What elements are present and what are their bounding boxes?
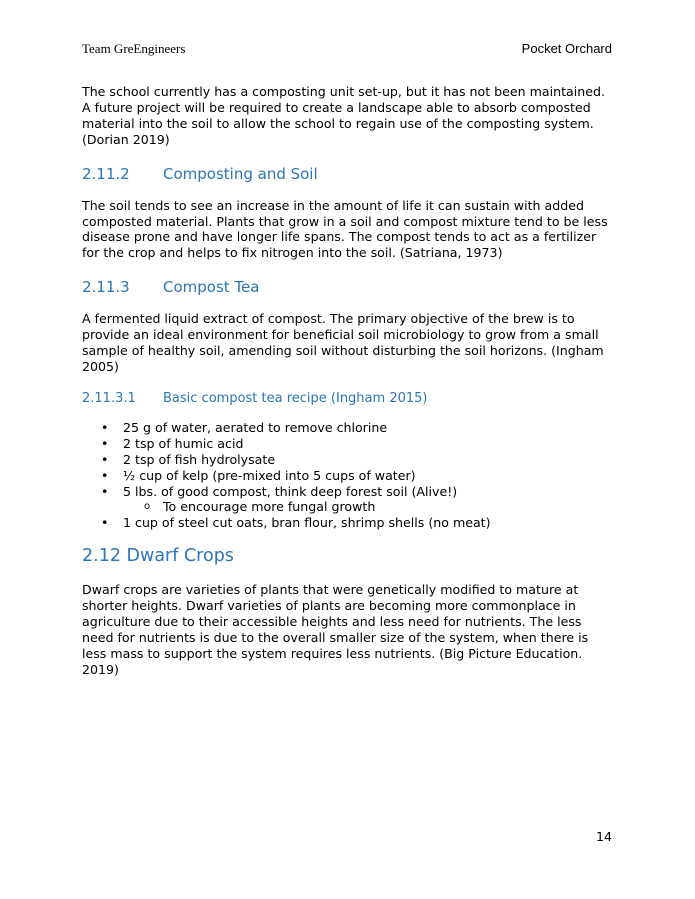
heading-compost-tea [82, 278, 614, 296]
page-content [82, 84, 614, 678]
list-item: • 5 lbs. of good compost, think deep forest soil (Alive!) [82, 484, 614, 500]
heading-title: Compost Tea [163, 278, 260, 297]
header-project-name: Pocket Orchard [521, 41, 612, 56]
recipe-list [82, 420, 614, 531]
compost-tea-paragraph: A fermented liquid extract of compost. The primary objective of the brew is to provide an ideal environment for beneficial soil microbiology to grow from a small sample of healthy soil, amending soil without disturbing the soil horizons. (Ingham 2005) [82, 311, 604, 374]
heading-number: 2.11.3 [82, 278, 130, 297]
heading-title: Composting and Soil [163, 164, 318, 183]
list-item: • 2 tsp of humic acid [82, 436, 614, 452]
header-team-name: Team GreEngineers [82, 41, 186, 56]
sub-list-item: o To encourage more fungal growth [82, 499, 614, 515]
list-item: • 1 cup of steel cut oats, bran flour, shrimp shells (no meat) [82, 515, 614, 531]
composting-and-soil-paragraph: The soil tends to see an increase in the amount of life it can sustain with added composted material. Plants that grow in a soil and compost mixture tend to be less disease prone and have longer life spans. The compost tends to act as a fertilizer for the crop and helps to fix nitrogen into the soil. (Satriana, 1973) [82, 197, 608, 261]
page-number: 14 [595, 829, 612, 844]
heading-compost-tea-recipe [82, 391, 614, 407]
heading-title: Basic compost tea recipe (Ingham 2015) [163, 390, 428, 406]
heading-composting-and-soil [82, 165, 614, 183]
dwarf-crops-paragraph: Dwarf crops are varieties of plants that were genetically modified to mature at shorter heights. Dwarf varieties of plants are becoming more commonplace in agriculture due to their accessible heights and less need for nutrients. The less need for nutrients is due to the overall smaller size of the system, when there is less mass to support the system requires less nutrients. (Big Picture Education. 2019) [82, 582, 589, 677]
heading-number: 2.11.2 [82, 164, 130, 183]
intro-paragraph: The school currently has a composting unit set-up, but it has not been maintained. A future project will be required to create a landscape able to absorb composted material into the soil to allow the school to regain use of the composting system. (Dorian 2019) [82, 84, 605, 147]
list-item: • 2 tsp of fish hydrolysate [82, 452, 614, 468]
heading-number: 2.11.3.1 [82, 390, 136, 406]
list-item: • ½ cup of kelp (pre-mixed into 5 cups of water) [82, 468, 614, 484]
heading-dwarf-crops: 2.12 Dwarf Crops [82, 546, 234, 567]
list-item: • 25 g of water, aerated to remove chlorine [82, 420, 614, 436]
